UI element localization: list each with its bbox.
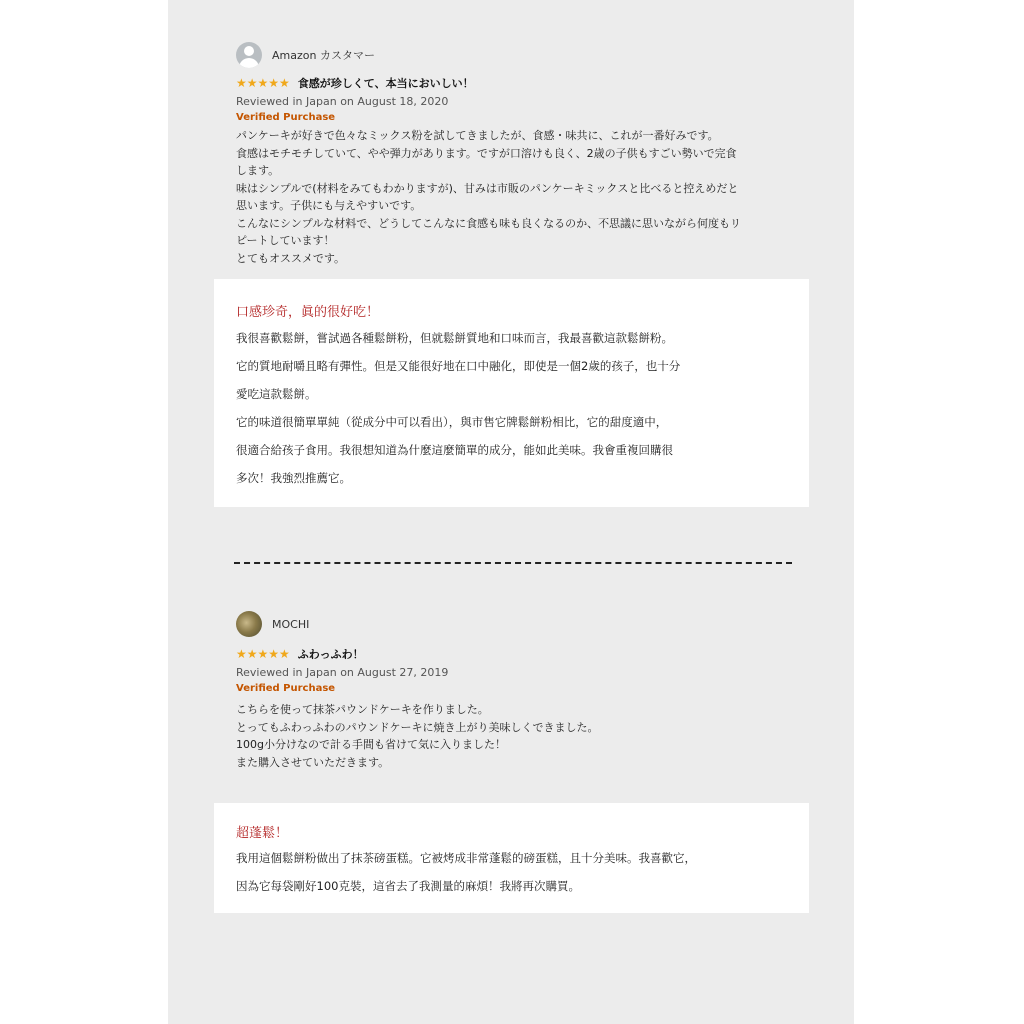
review-date: Reviewed in Japan on August 18, 2020 [236,95,449,108]
review-title-line [236,647,796,661]
review-2 [236,611,796,771]
review-1 [236,42,796,267]
review-body-line: ピートしています！ [236,234,335,247]
review-header [236,611,796,637]
review-body-line: こんなにシンプルな材料で、どうしてこんなに食感も味も良くなるのか、不思議に思いながら何度もリ [236,216,742,230]
translation-body [236,844,792,900]
translation-title: 超蓬鬆！ [236,826,289,841]
star-rating-icon[interactable]: ★★★★★ [236,76,290,90]
translation-card-2 [214,803,809,913]
translation-line: 因為它每袋剛好100克裝，這省去了我測量的麻煩！我將再次購買。 [236,879,580,893]
review-title[interactable]: ふわっふわ！ [297,648,364,661]
translation-line: 我用這個鬆餅粉做出了抹茶磅蛋糕。它被烤成非常蓬鬆的磅蛋糕，且十分美味。我喜歡它， [236,851,696,865]
review-title-line [236,76,796,90]
verified-purchase-badge: Verified Purchase [236,683,336,694]
dashed-divider [234,562,792,564]
review-body-line: また購入させていただきます。 [236,755,390,769]
review-body-line: こちらを使って抹茶パウンドケーキを作りました。 [236,703,489,716]
translation-line: 它的味道很簡單單純（從成分中可以看出），與市售它牌鬆餅粉相比，它的甜度適中， [236,415,668,429]
review-date: Reviewed in Japan on August 27, 2019 [236,666,449,679]
verified-purchase-badge: Verified Purchase [236,112,336,123]
translation-line: 很適合給孩子食用。我很想知道為什麼這麼簡單的成分，能如此美味。我會重複回購很 [236,443,673,457]
review-body-line: 食感はモチモチしていて、やや弾力があります。ですが口溶けも良く、2歳の子供もすごい勢いで完食 [236,146,737,160]
translation-card-1 [214,279,809,507]
translation-body [236,324,792,492]
review-body-line: 思います。子供にも与えやすいです。 [236,199,422,212]
review-body-line: とってもふわっふわのパウンドケーキに焼き上がり美味しくできました。 [236,720,599,734]
avatar-icon[interactable] [236,42,262,68]
translation-line: 它的質地耐嚼且略有彈性。但是又能很好地在口中融化，即使是一個2歲的孩子，也十分 [236,359,681,373]
translation-line: 我很喜歡鬆餅，嘗試過各種鬆餅粉，但就鬆餅質地和口味而言，我最喜歡這款鬆餅粉。 [236,331,673,345]
review-body-line: パンケーキが好きで色々なミックス粉を試してきましたが、食感・味共に、これが一番好みです。 [236,129,719,142]
review-body [236,127,796,267]
review-body [236,701,796,771]
star-rating-icon[interactable]: ★★★★★ [236,647,290,661]
translation-line: 多次！我強烈推薦它。 [236,471,351,485]
review-body-line: とてもオススメです。 [236,251,346,265]
review-body-line: 100g小分けなので計る手間も省けて気に入りました！ [236,738,506,751]
avatar-icon[interactable] [236,611,262,637]
review-body-line: します。 [236,164,280,177]
translation-title: 口感珍奇，眞的很好吃！ [236,305,380,320]
review-title[interactable]: 食感が珍しくて、本当においしい！ [297,77,474,90]
reviewer-name[interactable]: MOCHI [272,617,310,631]
reviewer-name[interactable]: Amazon カスタマー [272,49,375,62]
translation-line: 愛吃這款鬆餅。 [236,387,317,401]
review-body-line: 味はシンプルで(材料をみてもわかりますが)、甘みは市販のパンケーキミックスと比べると控えめだと [236,181,739,195]
review-header [236,42,796,68]
